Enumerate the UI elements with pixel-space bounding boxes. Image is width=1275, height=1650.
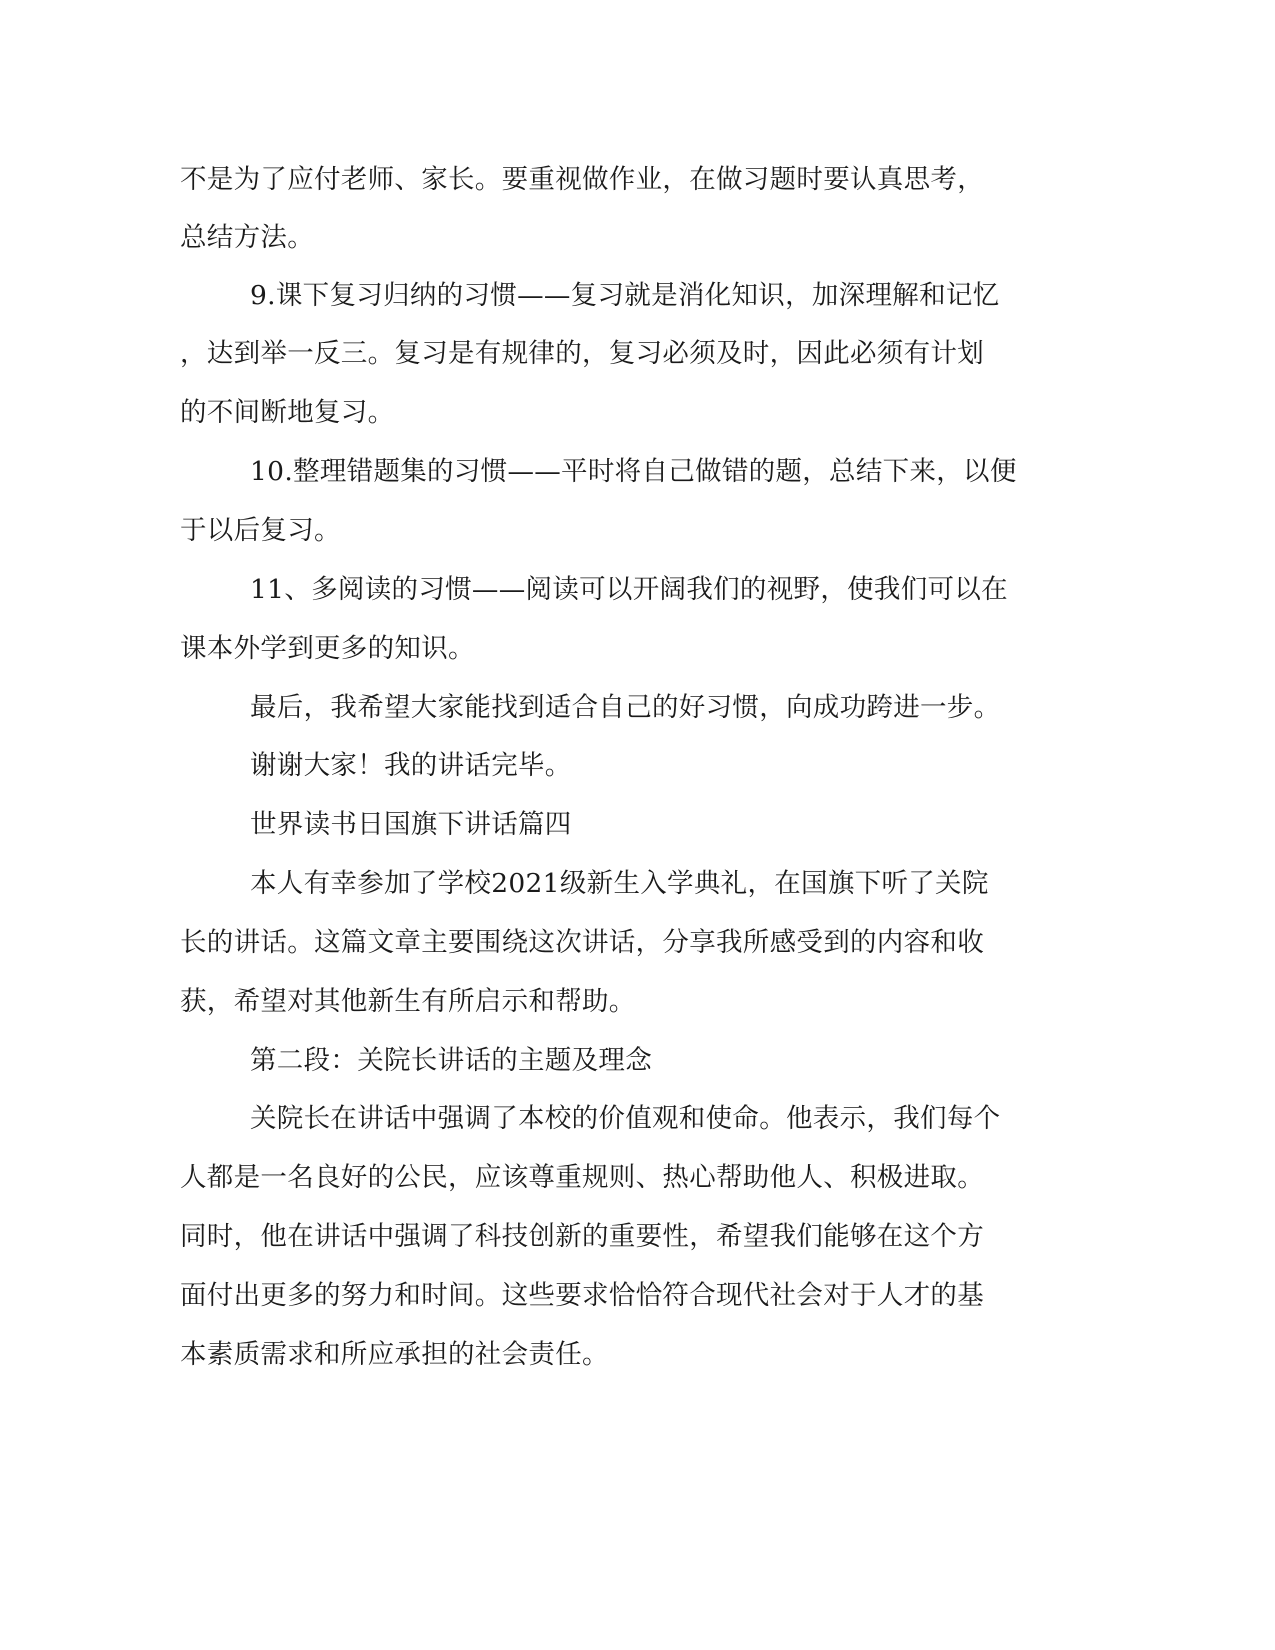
text-line: 于以后复习。	[180, 515, 341, 546]
text-line: 课本外学到更多的知识。	[180, 633, 475, 664]
text-line: 11、多阅读的习惯——阅读可以开阔我们的视野，使我们可以在	[250, 574, 1008, 605]
section-heading: 第二段：关院长讲话的主题及理念	[250, 1045, 652, 1076]
text-line: ，达到举一反三。复习是有规律的，复习必须及时，因此必须有计划	[180, 338, 984, 369]
text-line: 面付出更多的努力和时间。这些要求恰恰符合现代社会对于人才的基	[180, 1280, 984, 1311]
text-line: 9.课下复习归纳的习惯——复习就是消化知识，加深理解和记忆	[250, 280, 1000, 311]
text-line: 10.整理错题集的习惯——平时将自己做错的题，总结下来，以便	[250, 456, 1017, 487]
text-line: 的不间断地复习。	[180, 397, 395, 428]
text-line: 谢谢大家！我的讲话完毕。	[250, 750, 572, 781]
text-line: 关院长在讲话中强调了本校的价值观和使命。他表示，我们每个	[250, 1103, 1001, 1134]
section-heading: 世界读书日国旗下讲话篇四	[250, 809, 572, 840]
text-line: 获，希望对其他新生有所启示和帮助。	[180, 986, 636, 1017]
text-line: 最后，我希望大家能找到适合自己的好习惯，向成功跨进一步。	[250, 692, 1001, 723]
text-line: 本人有幸参加了学校2021级新生入学典礼，在国旗下听了关院	[250, 868, 989, 899]
text-line: 人都是一名良好的公民，应该尊重规则、热心帮助他人、积极进取。	[180, 1162, 984, 1193]
text-line: 同时，他在讲话中强调了科技创新的重要性，希望我们能够在这个方	[180, 1221, 984, 1252]
text-line: 本素质需求和所应承担的社会责任。	[180, 1339, 609, 1370]
text-line: 长的讲话。这篇文章主要围绕这次讲话，分享我所感受到的内容和收	[180, 927, 984, 958]
text-line: 不是为了应付老师、家长。要重视做作业，在做习题时要认真思考，	[180, 164, 984, 195]
text-line: 总结方法。	[180, 222, 314, 253]
